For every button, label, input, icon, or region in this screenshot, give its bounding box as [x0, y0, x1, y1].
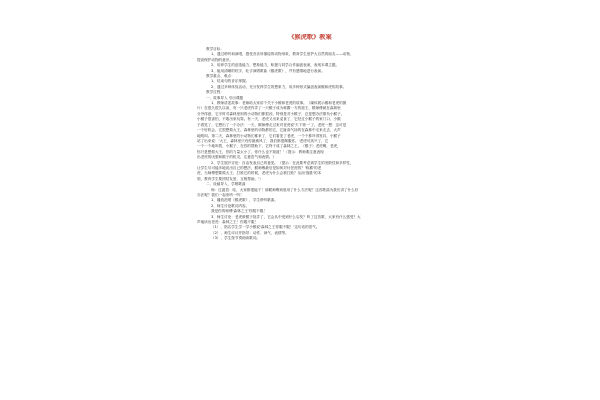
section-heading-process: 教学过程：	[206, 90, 224, 95]
paragraph-line: 2、培养学生的创造能力、想象能力，积极与同学合作编创表演，表现本课主题。	[211, 63, 340, 68]
list-item: 1、播放范唱《猴虎歌》，学生聆听歌曲。	[211, 198, 278, 203]
paragraph-line: 1、通过聆听和演唱，感受音乐所描绘的动物形象，教育学生爱护大自然的朋友——动物，	[211, 52, 354, 57]
paragraph-line: 提高保护动物的意识。	[197, 57, 233, 62]
document-page	[197, 34, 423, 394]
subsection-heading: 一、故事导入 引出课题	[206, 95, 244, 100]
paragraph-line: 出老虎的凶狠和猴子的机灵，注意语气和表情。）	[197, 155, 277, 160]
list-item: （3）、学生按节奏朗读歌词。	[211, 236, 261, 241]
document-title: 《猴虎歌》教案	[288, 34, 332, 41]
paragraph-line: 师：过渡语：哇，大家都很能干！那猴师傅到底用了什么方法呢？这首歌曲为我们讲了什么好	[211, 187, 359, 192]
paragraph-line: 办法呢？我们一起来听一听！	[197, 192, 244, 197]
paragraph-line: 分外得意，它平时对森林里别的小动物们都很凶，特别是对小猴子，总是想办法欺负小猴子，	[197, 111, 345, 116]
list-item: （2）、师生评议并指导：动作、神气、表情等。	[211, 230, 289, 235]
paragraph-line: 领，教育学生要团结友爱，互相帮助。'）	[197, 176, 263, 181]
paragraph-line: 地吼叫。第二天，森林里的小动物们都来了，它们看见了老虎，一个个都吓得发抖，小猴子	[197, 133, 341, 138]
paragraph-line: 我是你的师傅'森林之王'你服不服！	[211, 209, 267, 214]
paragraph-line: 一个好机会，它很想做大王。森林里的动物都怕它，它趾高气扬的在森林中走来走去，大声	[197, 128, 341, 133]
paragraph-line: 让学生尽可能多地说出自己的想法，猴师傅最后是如何对付老虎的？'称霸'的老	[197, 165, 322, 170]
section-heading-objectives: 教学目标：	[206, 47, 224, 51]
list-item: （1）、指名学生学一学小猴说'森林之王你服不服！'这句话的语气。	[211, 225, 320, 230]
paragraph-line: 3、能用清晰的咬字、吐字演唱歌曲《猴虎歌》，并有感情地进行表演。	[211, 68, 325, 73]
section-heading-keypoints: 教学重点、难点：	[206, 74, 235, 79]
paragraph-line: 2、通过多种体验活动，充分发挥学生的想象力，用多种形式编创表演猴和虎的故事。	[211, 84, 347, 89]
paragraph-line: 2、学生展开讨论：自由发表自己的意见。（提示：在此要考虑到学生的发散性和多样性，	[211, 160, 354, 165]
list-item: 2、师生讨论歌词内容。	[211, 203, 250, 208]
paragraph-line: 站了出来说：'大王，森林里只有你最威风了，我们都很佩服你。'老虎可高兴了，它	[197, 138, 329, 143]
paragraph-line: 片）在很久很久以前，有一只老虎作弄了一只猴子成为称霸一方的兽王，猴师傅就在森林里	[197, 106, 341, 111]
subsection-heading: 二、设疑导入，学唱歌曲	[206, 182, 246, 187]
paragraph-line: 1、结束句的音乐掌握。	[211, 79, 250, 84]
list-item: 3、师生讨论：老虎被猴子捉弄了，它会从中受到什么启发？听了这首歌，大家有什么感受？大	[211, 214, 361, 219]
paragraph-line: 虎，当师傅想要做大王，打败它的时候，老虎为什么会被打败？从而'战胜'的本	[197, 171, 322, 176]
paragraph-line: 一个一个地叫着，小猴子，在你的帮助下，它终于成了森林之王。（猴子）老虎啊，老虎，	[197, 144, 341, 149]
paragraph-line: 1、教师讲述故事：老师给大家讲个关于小猴和老虎的故事。（媒体展示猴和老虎的图	[211, 101, 347, 106]
paragraph-line: 小猴子很害怕，不敢出来玩耍。有一天，老虎又出来觅食了，它经过小猴子的家门口，小猴	[197, 117, 341, 122]
paragraph-line: 子看见了，它想出了一个办法：一天，猴师傅走过来对老虎说'天下第一'了，老虎一想：这可是	[197, 122, 347, 127]
paragraph-line: 你只是想做大王，你的力量太小了，你什么也不知道！'（提示：教师要注意表现	[197, 149, 324, 154]
paragraph-line: 声地读出老虎：森林之王！你服不服！	[197, 220, 259, 224]
